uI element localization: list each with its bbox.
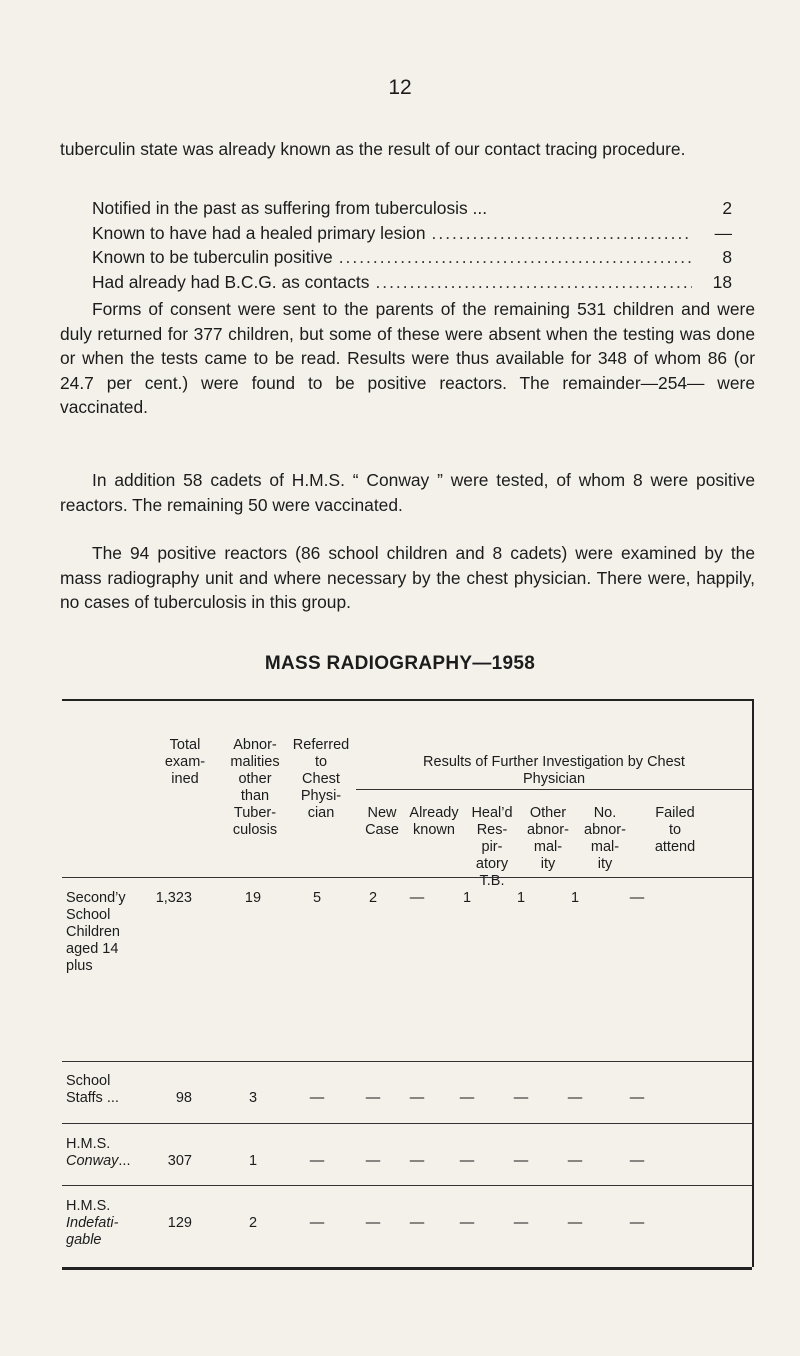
cell-other-abnormality: — [513,1215,529,1231]
cell-failed-to-attend: — [629,1215,645,1231]
cell-abnormalities: 2 [248,1215,258,1231]
dot-leader [432,223,692,244]
cell-total: 98 [175,1090,192,1106]
header-other-abnormality: Other abnor- mal- ity [527,805,569,872]
list-item-label: Known to be tuberculin positive [92,247,333,268]
cell-healed-tb: — [459,1090,475,1106]
cell-new-case: — [365,1153,381,1169]
mass-radiography-table [62,699,754,1267]
list-item [92,247,732,272]
dot-leader [339,247,692,268]
row-label-school-staffs: School Staffs ... [66,1073,119,1106]
cell-no-abnormality: — [567,1215,583,1231]
cell-abnormalities: 19 [244,890,262,906]
header-abnormalities: Abnor- malities other than Tuber- culosis [230,737,280,838]
cadets-paragraph: In addition 58 cadets of H.M.S. “ Conway ” were tested, of whom 8 were positive reactors. The remaining 50 were vaccinated. [60,470,755,515]
header-no-abnormality: No. abnor- mal- ity [584,805,626,872]
list-item-value: — [714,222,732,243]
list-item-label: Known to have had a healed primary lesion [92,222,426,243]
list-item-value: 18 [712,271,732,292]
table-bottom-rule [62,1267,752,1270]
cell-referred: 5 [312,890,322,906]
header-already-known: Already known [409,805,459,838]
cell-no-abnormality: — [567,1153,583,1169]
cell-already-known: — [409,890,425,906]
dot-leader [375,272,692,293]
cell-total: 307 [167,1153,192,1169]
cell-referred: — [309,1090,325,1106]
row-separator [62,1185,752,1186]
cell-total: 1,323 [155,890,192,906]
cell-already-known: — [409,1215,425,1231]
cell-other-abnormality: 1 [516,890,526,906]
cell-failed-to-attend: — [629,1090,645,1106]
cell-other-abnormality: — [513,1090,529,1106]
row-label-hms-indefatigable: H.M.S. Indefati- gable [66,1198,119,1248]
list-item-label: Notified in the past as suffering from tuberculosis ... [92,198,488,218]
list-item-label: Had already had B.C.G. as contacts [92,271,370,292]
reactors-paragraph: The 94 positive reactors (86 school children and 8 cadets) were examined by the mass radiography unit and where necessary by the chest physician. There were, happily, no cases of tuberculosis in this group. [60,543,755,613]
cell-failed-to-attend: — [629,890,645,906]
cell-already-known: — [409,1090,425,1106]
intro-paragraph: tuberculin state was already known as the result of our contact tracing procedure. [60,139,686,159]
header-failed-to-attend: Failed to attend [654,805,696,855]
page-number: 12 [388,76,412,99]
header-referred: Referred to Chest Physi- cian [292,737,350,821]
row-label-hms-conway: H.M.S. Conway... [66,1136,131,1169]
header-total: Total exam- ined [164,737,206,787]
row-separator [62,1061,752,1062]
header-new-case: New Case [365,805,399,838]
row-label-secondary-school: Second’y School Children aged 14 plus [66,890,126,974]
cell-abnormalities: 1 [248,1153,258,1169]
cell-new-case: 2 [368,890,378,906]
list-item [92,223,732,248]
list-item-value: 2 [722,198,732,218]
cell-new-case: — [365,1215,381,1231]
consent-paragraph: Forms of consent were sent to the parents of the remaining 531 children and were duly returned for 377 children, but some of these were absent when the testing was done or when the tests came to be read. Results were thus available for 348 of whom 86 (or 24.7 per cent.) were found to be positive reactors. The remainder—254— were vaccinated. [60,299,755,418]
cell-no-abnormality: — [567,1090,583,1106]
cell-total: 129 [167,1215,192,1231]
cell-healed-tb: — [459,1153,475,1169]
cell-already-known: — [409,1153,425,1169]
row-separator [62,1123,752,1124]
header-subrule [356,789,752,790]
header-separator [62,877,752,878]
cell-referred: — [309,1215,325,1231]
cell-healed-tb: 1 [462,890,472,906]
list-item-value: 8 [722,247,732,268]
cell-new-case: — [365,1090,381,1106]
table-title: MASS RADIOGRAPHY—1958 [264,653,536,674]
cell-other-abnormality: — [513,1153,529,1169]
list-item [92,272,732,297]
cell-failed-to-attend: — [629,1153,645,1169]
cell-abnormalities: 3 [248,1090,258,1106]
statistics-list [92,198,732,296]
cell-referred: — [309,1153,325,1169]
header-healed-tb: Heal’d Res- pir- atory T.B. [471,805,513,889]
list-item [92,198,732,223]
cell-healed-tb: — [459,1215,475,1231]
cell-no-abnormality: 1 [570,890,580,906]
header-results-group: Results of Further Investigation by Chest Physician [423,754,685,787]
